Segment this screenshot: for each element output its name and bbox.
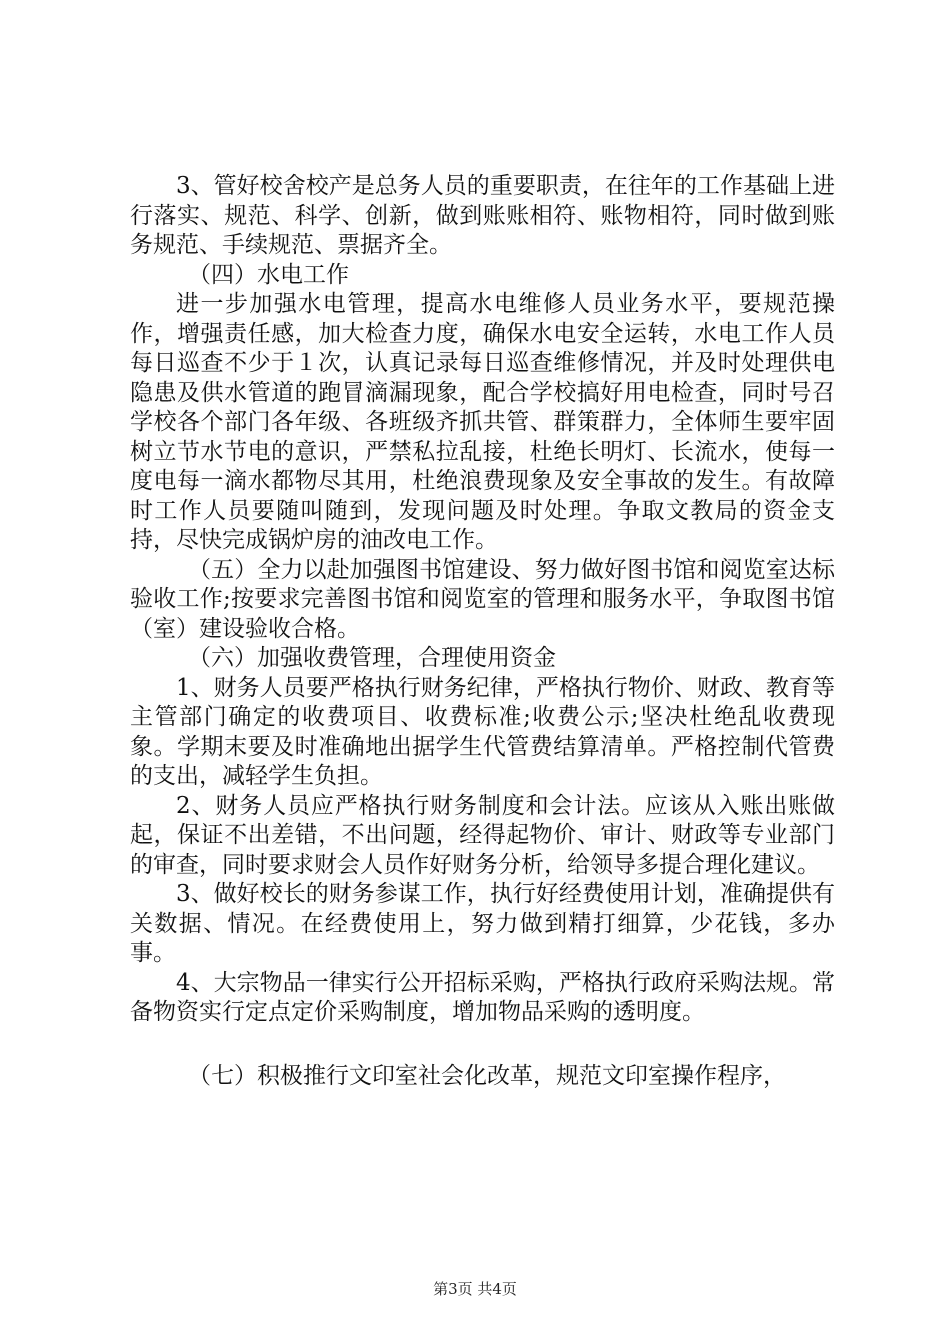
paragraph-finance-1: 1、财务人员要严格执行财务纪律，严格执行物价、财政、教育等主管部门确定的收费项目、收费标准;收费公示;坚决杜绝乱收费现象。学期末要及时准确地出据学生代管费结算清单。严格控制代管费的支出，减轻学生负担。	[130, 674, 835, 789]
section-heading-6: （六）加强收费管理，合理使用资金	[188, 645, 556, 671]
section-heading-7: （七）积极推行文印室社会化改革，规范文印室操作程序，	[188, 1062, 786, 1089]
paragraph-gap	[130, 1028, 835, 1062]
page-footer: 第3页 共4页	[433, 1280, 517, 1298]
section-heading-4: （四）水电工作	[188, 261, 349, 288]
paragraph-finance-3: 3、做好校长的财务参谋工作，执行好经费使用计划，准确提供有关数据、情况。在经费使用上，努力做到精打细算，少花钱，多办事。	[130, 881, 835, 966]
paragraph-finance-2: 2、财务人员应严格执行财务制度和会计法。应该从入账出账做起，保证不出差错，不出问题，经得起物价、审计、财政等专业部门的审查，同时要求财会人员作好财务分析，给领导多提合理化建议。	[130, 792, 835, 878]
paragraph-finance-4: 4、大宗物品一律实行公开招标采购，严格执行政府采购法规。常备物资实行定点定价采购制度，增加物品采购的透明度。	[130, 969, 835, 1025]
section-heading-5: （五）全力以赴加强图书馆建设、努力做好图书馆和阅览室达标验收工作;按要求完善图书馆和阅览室的管理和服务水平，争取图书馆（室）建设验收合格。	[130, 556, 835, 642]
paragraph-water-electric: 进一步加强水电管理，提高水电维修人员业务水平，要规范操作，增强责任感，加大检查力度，确保水电安全运转，水电工作人员每日巡查不少于１次，认真记录每日巡查维修情况，并及时处理供电隐患及供水管道的跑冒滴漏现象，配合学校搞好用电检查，同时号召学校各个部门各年级、各班级齐抓共管、群策群力，全体师生要牢固树立节水节电的意识，严禁私拉乱接，杜绝长明灯、长流水，使每一度电每一滴水都物尽其用，杜绝浪费现象及安全事故的发生。有故障时工作人员要随叫随到，发现问题及时处理。争取文教局的资金支持，尽快完成锅炉房的油改电工作。	[130, 291, 835, 553]
paragraph-item-3: 3、管好校舍校产是总务人员的重要职责，在往年的工作基础上进行落实、规范、科学、创新，做到账账相符、账物相符，同时做到账务规范、手续规范、票据齐全。	[130, 173, 835, 258]
document-body	[130, 172, 835, 1091]
